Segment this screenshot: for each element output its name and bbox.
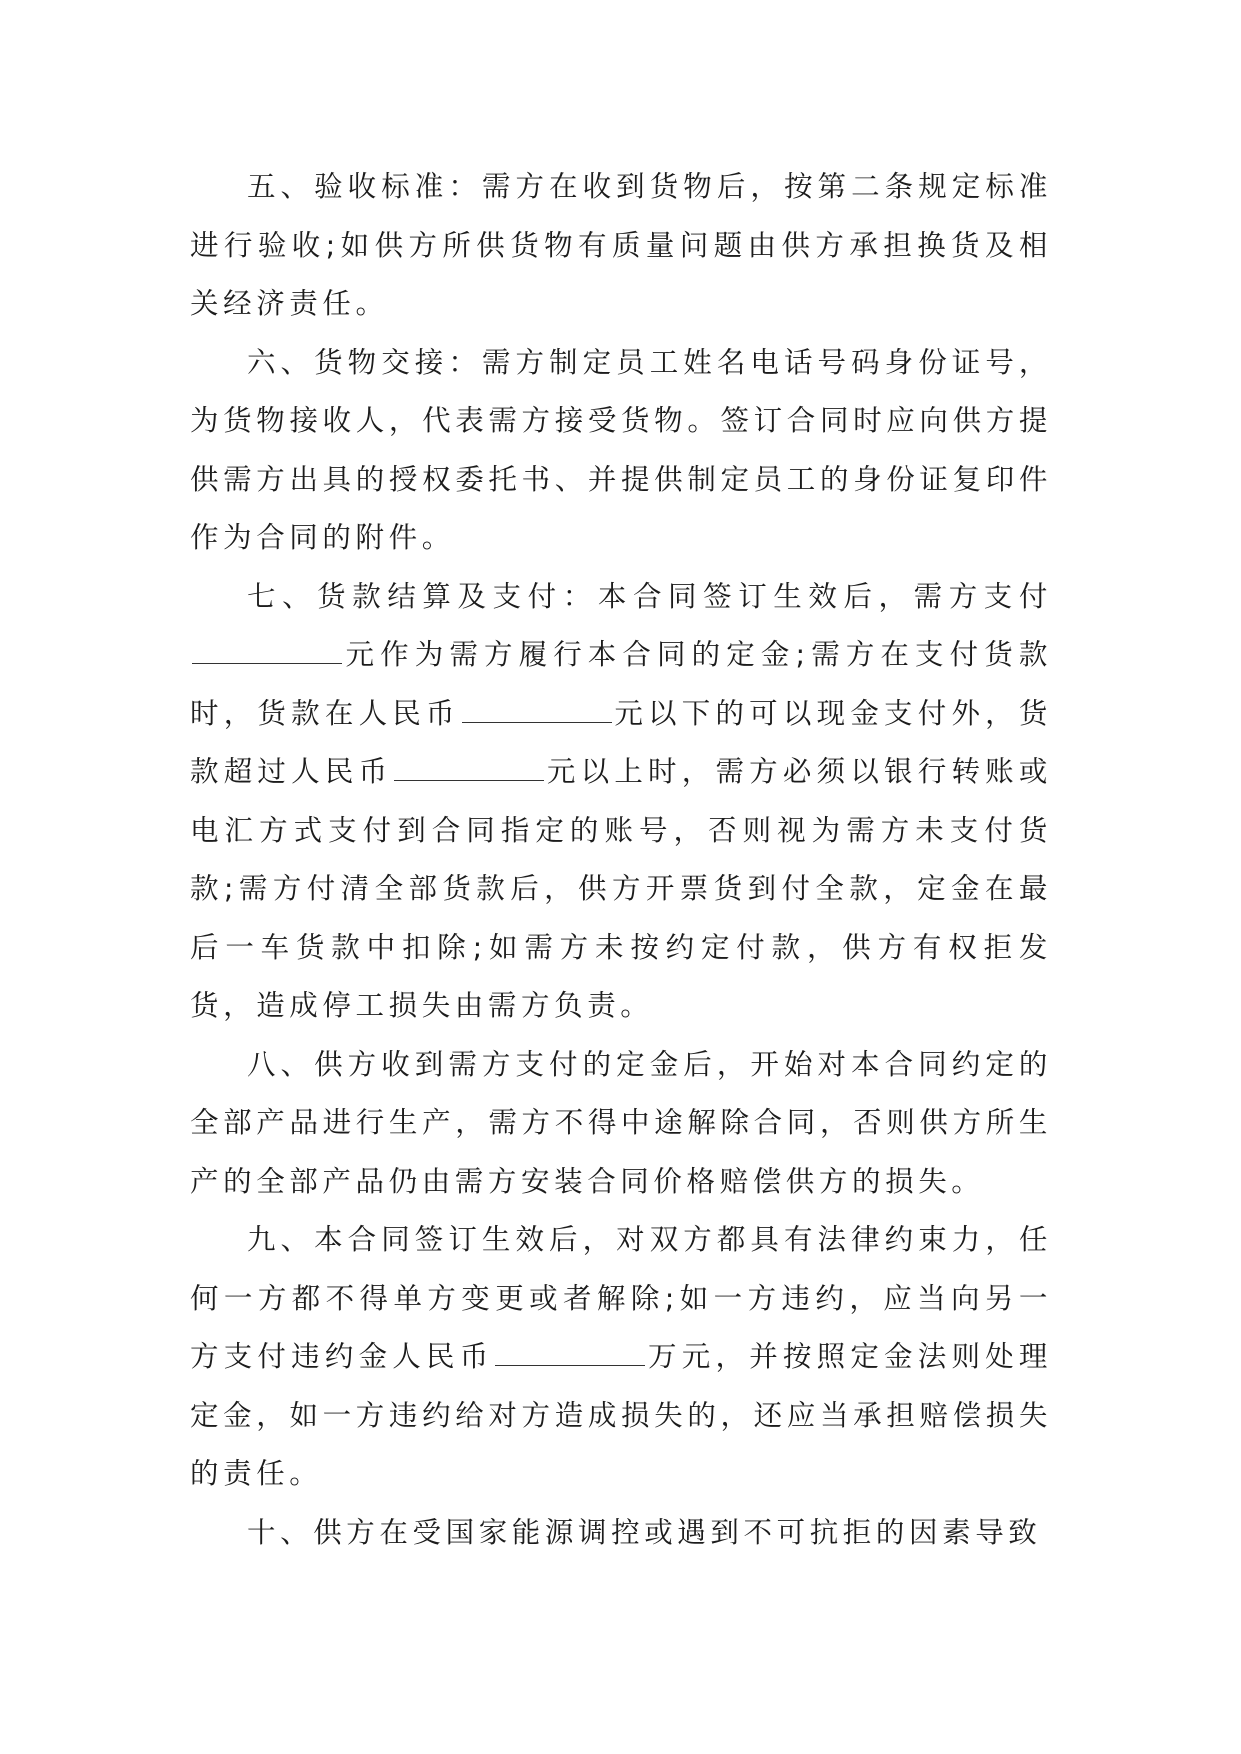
clause-5-paragraph [190,158,1052,334]
clause-9-text-part-1: 九、本合同签订生效后，对双方都具有法律约束力，任何一方都不得单方变更或者解除;如一方违约，应当向另一方支付违约金人民币 [190,1223,1052,1373]
clause-10-paragraph [190,1504,1052,1563]
clause-7-paragraph [190,568,1052,1036]
clause-9-paragraph [190,1211,1052,1504]
cash-limit-blank [462,696,612,723]
clause-7-text-part-4: 元以上时，需方必须以银行转账或电汇方式支付到合同指定的账号，否则视为需方未支付货款;需方付清全部货款后，供方开票货到付全款，定金在最后一车货款中扣除;如需方未按约定付款，供方有权拒发货，造成停工损失由需方负责。 [190,755,1052,1022]
transfer-threshold-blank [394,754,544,781]
penalty-amount-blank [495,1339,645,1366]
clause-7-text-part-3: 元以下的可以现金支付外，货款超过人民币 [190,696,1052,788]
clause-8-text: 八、供方收到需方支付的定金后，开始对本合同约定的全部产品进行生产，需方不得中途解除合同，否则供方所生产的全部产品仍由需方安装合同价格赔偿供方的损失。 [190,1047,1052,1198]
clause-10-text: 十、供方在受国家能源调控或遇到不可抗拒的因素导致 [247,1515,1042,1549]
clause-6-paragraph [190,334,1052,568]
clause-8-paragraph [190,1036,1052,1212]
clause-9-text-part-2: 万元，并按照定金法则处理定金，如一方违约给对方造成损失的，还应当承担赔偿损失的责任。 [190,1340,1053,1490]
clause-5-text: 五、验收标准：需方在收到货物后，按第二条规定标准进行验收;如供方所供货物有质量问题由供方承担换货及相关经济责任。 [190,170,1052,320]
clause-7-text-part-1: 七、货款结算及支付：本合同签订生效后，需方支付 [247,579,1052,613]
document-body [190,158,1052,1562]
deposit-amount-blank [192,637,342,664]
clause-7-text-part-2: 元作为需方履行本合同的定金;需方在支付货款时，货款在人民币 [190,638,1052,730]
clause-6-text: 六、货物交接：需方制定员工姓名电话号码身份证号，为货物接收人，代表需方接受货物。签订合同时应向供方提供需方出具的授权委托书、并提供制定员工的身份证复印件作为合同的附件。 [190,345,1052,554]
